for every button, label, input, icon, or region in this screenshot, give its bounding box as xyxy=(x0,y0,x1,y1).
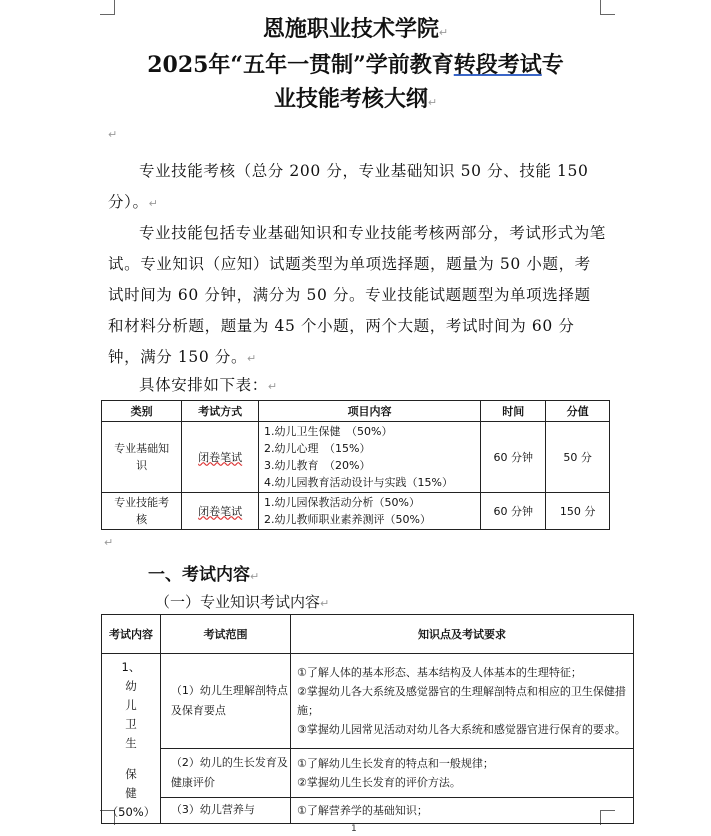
module-cell xyxy=(102,654,161,824)
list-item: ③掌握幼儿园常见活动对幼儿各大系统和感觉器官进行保育的要求。 xyxy=(297,723,626,736)
requirements-cell xyxy=(291,797,634,823)
list-item: ①了解营养学的基础知识； xyxy=(297,803,428,817)
time-cell: 60 分钟 xyxy=(481,422,546,493)
score-cell: 150 分 xyxy=(546,493,610,530)
header-method: 考试方式 xyxy=(182,401,259,422)
module-char: （50%） xyxy=(106,805,156,819)
table-header-row xyxy=(102,401,610,422)
category-cell: 专业技能考核 xyxy=(102,493,182,530)
items-cell xyxy=(259,493,481,530)
module-char: 儿 xyxy=(125,698,137,712)
list-item: 2.幼儿教师职业素养测评（50%） xyxy=(264,513,431,526)
crop-mark-top-right xyxy=(600,0,615,15)
empty-paragraph-mark: ↵ xyxy=(104,536,114,549)
module-char: 生 xyxy=(125,736,137,750)
exam-description-paragraph: 专业技能包括专业基础知识和专业技能考核两部分，考试形式为笔试。专业知识（应知）试题类型为单项选择题，题量为 50 小题，考试时间为 60 分钟，满分为 50 分。专业技能试题题型为单项选择题和材料分析题，题量为 45 个小题，两个大题，考试时间为 60 分钟，满分 150 分。↵ xyxy=(108,224,606,366)
header-time: 时间 xyxy=(481,401,546,422)
scope-cell: （3）幼儿营养与 xyxy=(160,797,290,823)
subsection-heading: （一）专业知识考试内容↵ xyxy=(155,593,330,611)
list-item: ①了解人体的基本形态、基本结构及人体基本的生理特征； xyxy=(297,666,582,679)
header-scope: 考试范围 xyxy=(160,615,290,654)
requirements-cell xyxy=(291,749,634,798)
list-item: 2.幼儿心理 （15%） xyxy=(264,442,371,455)
scope-cell: （1）幼儿生理解剖特点及保育要点 xyxy=(160,654,290,749)
score-cell: 50 分 xyxy=(546,422,610,493)
items-cell xyxy=(259,422,481,493)
table-header-row xyxy=(102,615,634,654)
header-category: 类别 xyxy=(102,401,182,422)
time-cell: 60 分钟 xyxy=(481,493,546,530)
module-char: 保 xyxy=(125,767,137,781)
table-row xyxy=(102,422,610,493)
module-char: 健 xyxy=(125,786,137,800)
scope-cell: （2）幼儿的生长发育及健康评价 xyxy=(160,749,290,798)
empty-paragraph-mark: ↵ xyxy=(108,128,118,141)
header-items: 项目内容 xyxy=(259,401,481,422)
category-cell: 专业基础知识 xyxy=(102,422,182,493)
header-content: 考试内容 xyxy=(102,615,161,654)
exam-schedule-table xyxy=(101,400,610,530)
method-cell: 闭卷笔试 xyxy=(182,493,259,530)
score-summary-paragraph: 专业技能考核（总分 200 分，专业基础知识 50 分、技能 150 分）。↵ xyxy=(108,162,589,211)
header-requirements: 知识点及考试要求 xyxy=(291,615,634,654)
module-char: 卫 xyxy=(125,717,137,731)
module-char: 幼 xyxy=(125,679,137,693)
table-row xyxy=(102,749,634,798)
document-title-line-1: 恩施职业技术学院↵ xyxy=(262,16,449,42)
crop-mark-top-left xyxy=(100,0,115,15)
document-title-line-2: 2025年“五年一贯制”学前教育转段考试专 xyxy=(147,52,564,78)
header-score: 分值 xyxy=(546,401,610,422)
list-item: 1.幼儿卫生保健 （50%） xyxy=(264,425,393,438)
table-row xyxy=(102,654,634,749)
list-item: 3.幼儿教育 （20%） xyxy=(264,459,371,472)
schedule-intro-paragraph: 具体安排如下表：↵ xyxy=(139,376,278,394)
list-item: ①了解幼儿生长发育的特点和一般规律； xyxy=(297,756,494,770)
list-item: ②掌握幼儿生长发育的评价方法。 xyxy=(297,775,461,789)
module-char: 1、 xyxy=(121,660,141,674)
table-row xyxy=(102,493,610,530)
page-number: 1 xyxy=(351,824,357,834)
requirements-cell xyxy=(291,654,634,749)
table-row xyxy=(102,797,634,823)
list-item: 1.幼儿园保教活动分析（50%） xyxy=(264,496,420,509)
document-title-line-3: 业技能考核大纲↵ xyxy=(273,86,438,112)
method-cell: 闭卷笔试 xyxy=(182,422,259,493)
list-item: 4.幼儿园教育活动设计与实践（15%） xyxy=(264,476,453,489)
exam-content-table xyxy=(101,614,634,824)
section-heading: 一、考试内容↵ xyxy=(148,565,260,585)
list-item: ②掌握幼儿各大系统及感觉器官的生理解剖特点和相应的卫生保健措施； xyxy=(297,685,626,717)
